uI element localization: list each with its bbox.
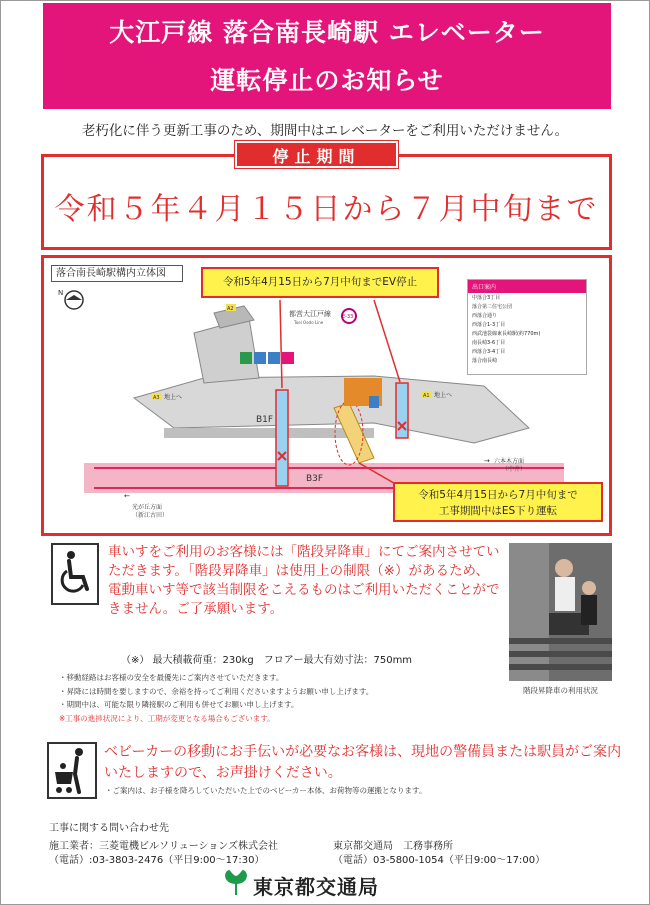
exit-guide-row: 西落合1-3丁目 (472, 322, 506, 328)
stroller-text: ベビーカーの移動にお手伝いが必要なお客様は、現地の警備員または駅員がご案内いたしますので、お声掛けください。 (104, 744, 622, 781)
svg-text:→: → (484, 457, 490, 465)
wheelchair-icon (51, 543, 99, 605)
exit-guide-row: 西武池袋線東長崎駅(約770m) (472, 331, 541, 337)
exit-guide-box (467, 279, 587, 375)
bureau-contact (333, 840, 545, 868)
stroller-note: ・ご案内は、お子様を降ろしていただいた上でのベビーカー本体、お荷物等の運搬となります。 (105, 786, 427, 795)
header-title-line2: 運転停止のお知らせ (210, 66, 444, 95)
direction-right-2: （中井） (502, 466, 527, 473)
period-label: 停止期間 (235, 141, 398, 168)
exit-a3-label: A3 (153, 395, 160, 401)
exit-a2-label: A2 (227, 306, 234, 312)
ev-stop-callout: 令和5年4月15日から7月中旬までEV停止 (201, 267, 439, 298)
ground-label-right: 地上へ (434, 392, 453, 399)
period-text: 令和５年４月１５日から７月中旬まで (54, 192, 599, 227)
contractor-phone: （電話）:03-3803-2476（平日9:00～17:30） (49, 855, 265, 866)
exit-guide-row: 西落合3-4丁目 (472, 349, 506, 355)
direction-right-1: 六本木方面 (494, 458, 525, 465)
north-arrow-icon (58, 289, 83, 309)
elevator-stop-icon (278, 422, 406, 460)
b3-floor-label: B3F (306, 474, 324, 484)
svg-text:←: ← (124, 492, 130, 500)
notice-header (43, 3, 611, 109)
note-item: ・昇降には時間を要しますので、余裕を持ってご利用くださいますようお願い申し上げます。 (59, 686, 374, 696)
escalator-callout-line2: 工事期間中はES下り運転 (438, 505, 558, 517)
wheelchair-text: 車いすをご利用のお客様には「階段昇降車」にてご案内させていただきます。「階段昇降車」は使用上の制限（※）があるため、電動車いす等で該当制限をこえるものはご利用いただくことができません。ご了承願います。 (108, 544, 500, 617)
direction-left-2: （新江古田） (132, 512, 169, 519)
ginkgo-leaf-icon (223, 869, 249, 897)
ground-label-left: 地上へ (164, 394, 183, 401)
station-number: E-33 (342, 314, 354, 320)
exit-guide-row: 中落合3丁目 (472, 295, 501, 301)
exit-guide-header: 出口案内 (468, 280, 586, 293)
intro-text: 老朽化に伴う更新工事のため、期間中はエレベーターをご利用いただけません。 (81, 123, 569, 139)
header-title-line1: 大江戸線 落合南長崎駅 エレベーター (109, 18, 545, 47)
wheelchair-notes (59, 671, 373, 725)
exit-guide-row: 落合第二住宅公団 (472, 304, 513, 310)
elevator-shaft-left (276, 390, 288, 486)
bureau-name: 東京都交通局 工務事務所 (333, 841, 453, 852)
svg-text:N: N (58, 289, 64, 297)
line-name: 都営大江戸線 (289, 310, 331, 318)
lift-limit: （※） 最大積載荷重：230kg フロアー最大有効寸法：750mm (121, 655, 413, 666)
map-title: 落合南長崎駅構内立体図 (51, 265, 183, 282)
contractor-name: 施工業者：三菱電機ビルソリューションズ株式会社 (49, 841, 278, 852)
b1-floor-label: B1F (256, 415, 274, 425)
schedule-change-note: ※工事の進捗状況により、工期が変更となる場合もございます。 (59, 713, 275, 723)
note-item: ・期間中は、可能な限り隣接駅のご利用も併せてお願い申し上げます。 (59, 700, 299, 709)
photo-caption: 階段昇降車の利用状況 (523, 686, 598, 695)
exit-guide-row: 南長崎3-6丁目 (472, 340, 506, 346)
note-item: ・移動経路はお客様の安全を最優先にご案内させていただきます。 (59, 673, 284, 682)
exit-guide-row: 落合南長崎 (472, 358, 498, 364)
exit-guide-row: 西落合通り (472, 313, 498, 319)
direction-left-1: 光が丘方面 (132, 504, 163, 511)
contractor-contact (49, 840, 278, 868)
line-name-en: Toei Oedo Line (294, 320, 324, 325)
stair-lift-photo (509, 543, 612, 681)
escalator-callout (393, 482, 603, 522)
contact-heading: 工事に関する問い合わせ先 (49, 823, 169, 834)
stroller-icon (47, 742, 97, 799)
bureau-phone: （電話）03-5800-1054（平日9:00～17:00） (333, 855, 546, 866)
exit-a1-label: A1 (423, 393, 430, 399)
escalator-callout-line1: 令和5年4月15日から7月中旬まで (418, 489, 578, 501)
logo-text: 東京都交通局 (253, 875, 379, 899)
